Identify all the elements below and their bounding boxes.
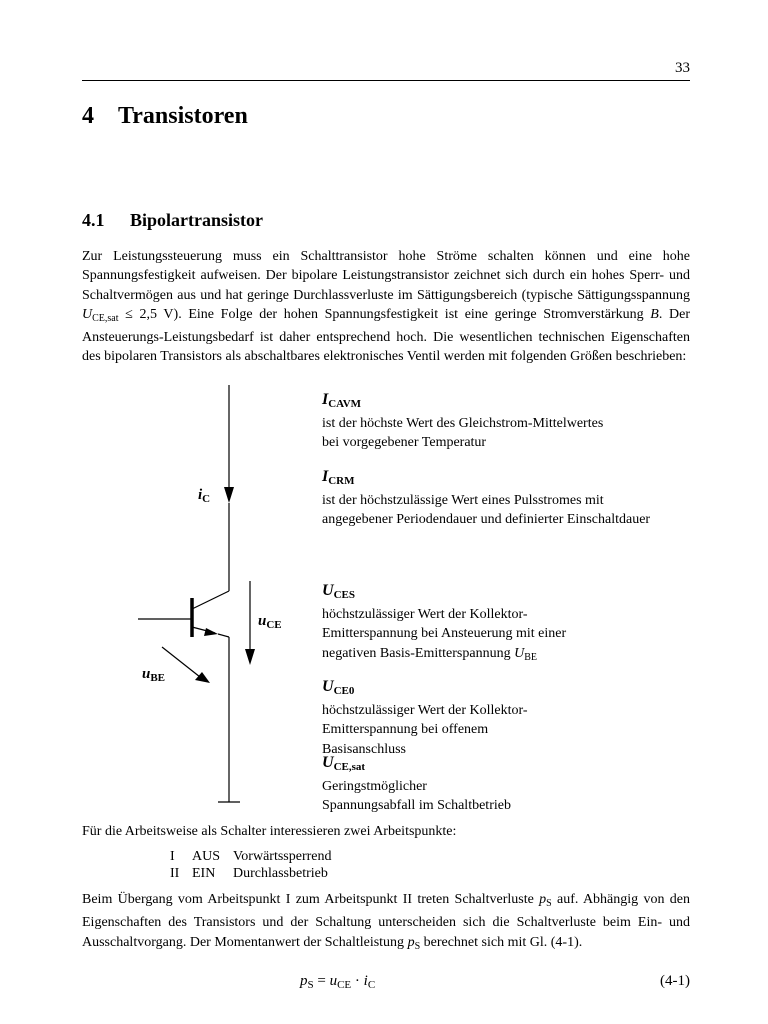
definition-ucesat [322,753,690,816]
definition-text: ist der höchste Wert des Gleichstrom-Mittelwertes bei vorgegebener Temperatur [322,416,604,451]
chapter-title: Transistoren [118,103,248,129]
operating-points-list [170,848,332,882]
uce-arrow-head [245,649,255,665]
header-rule [82,80,690,81]
section-heading [82,210,263,231]
transition-paragraph: Beim Übergang vom Arbeitspunkt I zum Arbeitspunkt II treten Schaltverluste $p_S$ auf. Abhängig von den Eigenschaften des Transistors und der Schaltung unterscheiden sich die Schaltverluste beim Ein- und Ausschaltvorgang. Der Momentanwert der Schaltleistung $p_S$ berechnet sich mit Gl. (4-1). [82,892,690,952]
intro-text-1: Zur Leistungssteuerung muss ein Schalttransistor hohe Ströme schalten können und eine hohe Spannungsfestigkeit aufweisen. Der bipolare Leistungstransistor zeichnet sich durch ein hohes Sperr- und Schaltvermögen aus und hat geringe Durchlassverluste im Sättigungsbereich (typische Sättigungsspannung [82,249,690,303]
intro-paragraph [82,247,690,367]
ube-arrow-head [195,672,210,683]
section-number: 4.1 [82,210,105,230]
collector-diagonal [192,591,229,609]
operating-point-row: I AUS Vorwärtssperrend [170,849,332,864]
transistor-circuit-diagram [130,385,300,810]
definition-icrm [322,467,690,530]
definition-text: höchstzulässiger Wert der Kollektor-Emitterspannung bei Ansteuerung mit einer negativen Basis-Emitterspannung $U_{BE}$ [322,607,567,663]
uce-label: $u_{CE}$ [258,613,282,631]
definition-symbol: ICAVM [322,391,362,410]
intro-symbol-b: B [650,306,659,322]
definition-uces [322,581,690,667]
emitter-arrow [204,628,218,636]
definition-uce0 [322,677,690,759]
definition-icavm [322,390,690,453]
intro-symbol-u-sub: CE,sat [92,312,119,324]
operating-point-row: II EIN Durchlassbetrieb [170,866,328,881]
operating-points-intro: Für die Arbeitsweise als Schalter interessieren zwei Arbeitspunkte: [82,824,457,839]
equation-number: (4-1) [660,973,690,989]
ube-arrow-line [162,647,200,677]
equation-4-1: $p_S = u_{CE} \cdot i_C$ [300,973,376,991]
emitter-diagonal-end [218,634,229,637]
ube-label: $u_{BE}$ [142,666,166,684]
page-number: 33 [675,60,690,76]
definition-symbol: UCE0 [322,678,355,697]
definition-symbol: UCES [322,582,355,601]
collector-current-arrow [224,487,234,503]
ic-label: $i_C$ [198,487,211,505]
definition-text: Geringstmöglicher Spannungsabfall im Schaltbetrieb [322,779,511,814]
chapter-number: 4 [82,103,94,129]
chapter-heading [82,103,248,130]
definition-symbol: ICRM [322,468,355,487]
section-title: Bipolartransistor [130,210,263,230]
definition-symbol: UCE,sat [322,754,366,773]
intro-text-3: . Der Ansteuerungs-Leistungsbedarf ist daher entsprechend hoch. Die wesentlichen technischen Eigenschaften des bipolaren Transistors als abschaltbares elektronisches Ventil werden mit folgenden Größen beschrieben: [82,306,690,365]
intro-symbol-u: U [82,306,93,322]
intro-text-2: ≤ 2,5 V). Eine Folge der hohen Spannungsfestigkeit ist eine geringe Stromverstärkung [118,306,651,322]
definition-text: höchstzulässiger Wert der Kollektor-Emitterspannung bei offenem Basisanschluss [322,703,528,757]
definition-text: ist der höchstzulässige Wert eines Pulsstromes mit angegebener Periodendauer und definierter Einschaltdauer [322,493,651,528]
